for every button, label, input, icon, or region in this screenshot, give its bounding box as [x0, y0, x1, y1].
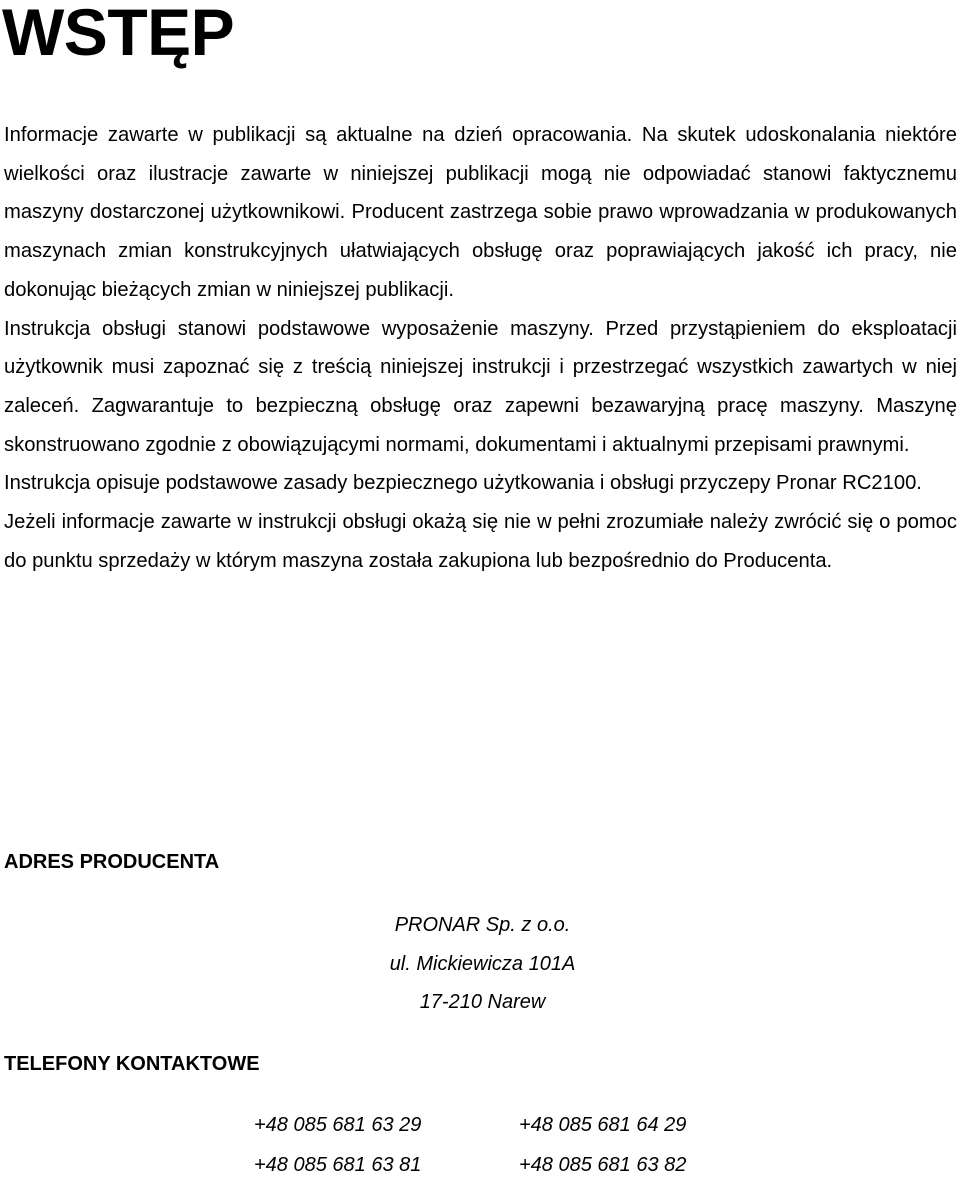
phone-row [254, 1145, 784, 1185]
producer-street: ul. Mickiewicza 101A [389, 952, 576, 975]
producer-address [300, 906, 665, 1022]
contact-phones-heading: TELEFONY KONTAKTOWE [4, 1053, 260, 1075]
phone-number: +48 085 681 64 29 [519, 1114, 687, 1136]
phone-number: +48 085 681 63 82 [519, 1154, 687, 1176]
intro-paragraph: Informacje zawarte w publikacji są aktualne na dzień opracowania. Na skutek udoskonalania niektóre wielkości oraz ilustracje zawarte w niniejszej publikacji mogą nie odpowiadać stanowi faktycznemu maszyny dostarczonej użytkownikowi. Producent zastrzega sobie prawo wprowadzania w produkowanych maszynach zmian konstrukcyjnych ułatwiających obsługę oraz poprawiających jakość ich pracy, nie dokonując bieżących zmian w niniejszej publikacji. [4, 124, 957, 301]
phone-list [254, 1105, 784, 1185]
phone-number: +48 085 681 63 29 [254, 1114, 422, 1136]
intro-paragraph: Jeżeli informacje zawarte w instrukcji obsługi okażą się nie w pełni zrozumiałe należy zwrócić się o pomoc do punktu sprzedaży w którym maszyna została zakupiona lub bezpośrednio do Producenta. [4, 511, 957, 572]
phone-row [254, 1105, 784, 1145]
intro-text [4, 116, 957, 580]
producer-city: 17-210 Narew [419, 991, 546, 1013]
page-title: WSTĘP [2, 0, 235, 69]
producer-name: PRONAR Sp. z o.o. [394, 914, 571, 936]
intro-paragraph: Instrukcja opisuje podstawowe zasady bezpiecznego użytkowania i obsługi przyczepy Pronar RC2100. [4, 472, 922, 495]
phone-number: +48 085 681 63 81 [254, 1154, 422, 1176]
intro-paragraph: Instrukcja obsługi stanowi podstawowe wyposażenie maszyny. Przed przystąpieniem do eksploatacji użytkownik musi zapoznać się z treścią niniejszej instrukcji i przestrzegać wszystkich zawartych w niej zaleceń. Zagwarantuje to bezpieczną obsługę oraz zapewni bezawaryjną pracę maszyny. Maszynę skonstruowano zgodnie z obowiązującymi normami, dokumentami i aktualnymi przepisami prawnymi. [4, 317, 957, 456]
producer-address-heading: ADRES PRODUCENTA [4, 851, 220, 873]
